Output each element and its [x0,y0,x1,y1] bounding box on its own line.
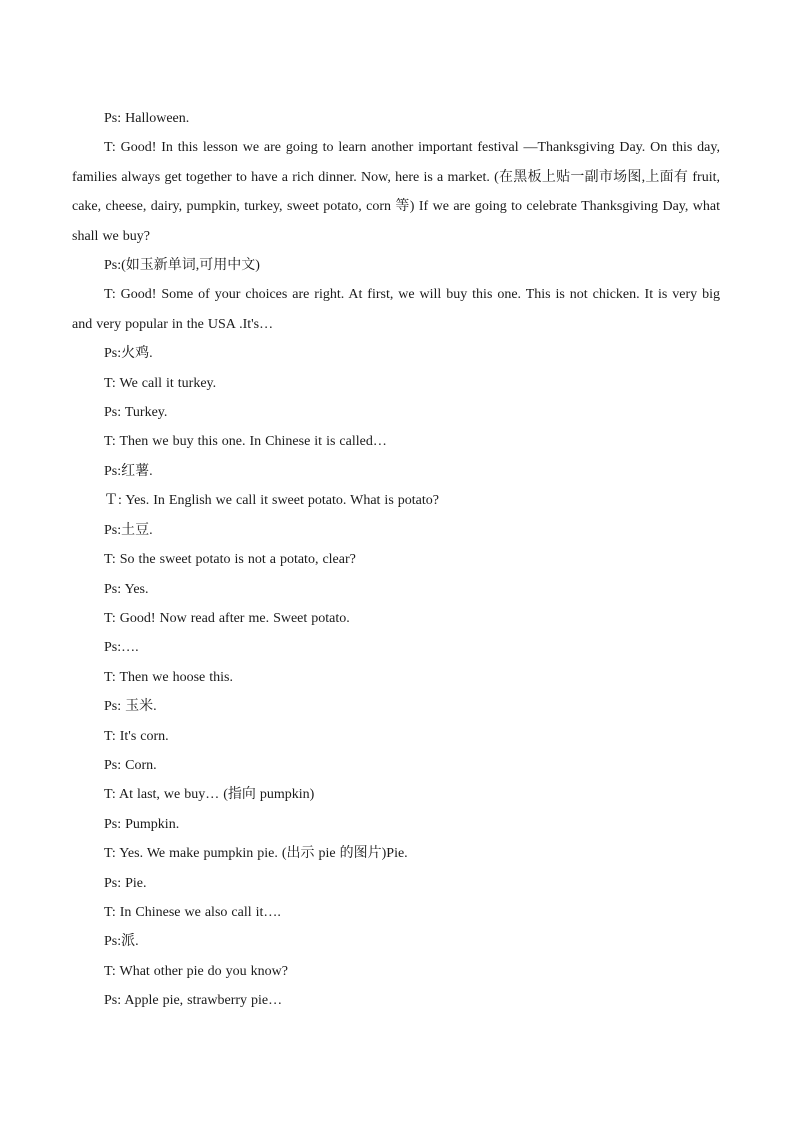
dialogue-line: T: It's corn. [104,728,169,744]
dialogue-line: T: Good! Some of your choices are right. At first, we will buy this one. This is not chicken. It is very big and very popular in the USA .It's… [72,287,720,332]
dialogue-line: Ps: Corn. [104,757,157,773]
dialogue-line: T: Yes. We make pumpkin pie. (出示 pie 的图片)Pie. [104,846,408,862]
dialogue-line: Ps: Turkey. [104,405,168,421]
dialogue-line: Ps: Apple pie, strawberry pie… [104,993,283,1009]
dialogue-line: T: Then we buy this one. In Chinese it is called… [104,434,387,450]
dialogue-line: Ps: Pumpkin. [104,816,180,832]
dialogue-line: T: So the sweet potato is not a potato, clear? [104,552,356,568]
dialogue-line: T: At last, we buy… (指向 pumpkin) [104,787,315,803]
dialogue-line: Ps: 玉米. [104,699,157,715]
dialogue-line: Ps:土豆. [104,522,153,538]
dialogue-line: Ps:红薯. [104,463,153,479]
dialogue-line: T: We call it turkey. [104,375,217,391]
dialogue-line: Ps: Halloween. [104,111,190,126]
dialogue-line: Ｔ: Yes. In English we call it sweet potato. What is potato? [104,493,439,509]
dialogue-line: Ps:(如玉新单词,可用中文) [104,258,260,274]
dialogue-line: T: Good! Now read after me. Sweet potato. [104,610,350,626]
dialogue-line: T: In Chinese we also call it…. [104,904,281,920]
dialogue-line: Ps: Pie. [104,875,147,891]
dialogue-line: T: Good! In this lesson we are going to learn another important festival —Thanksgiving Day. On this day, families always get together to have a rich dinner. Now, here is a market. (在黑板上贴一副市场图,上面有 fruit, cake, cheese, dairy, pumpkin, turkey, sweet potato, corn 等) If we are going to celebrate Thanksgiving Day, what shall we buy? [72,140,720,244]
dialogue-line: Ps:…. [104,640,139,656]
document-body [72,104,720,1016]
dialogue-line: Ps:派. [104,934,139,950]
dialogue-line: Ps: Yes. [104,581,149,597]
dialogue-line: Ps:火鸡. [104,346,153,362]
dialogue-line: T: Then we hoose this. [104,669,233,685]
dialogue-line: T: What other pie do you know? [104,963,289,979]
